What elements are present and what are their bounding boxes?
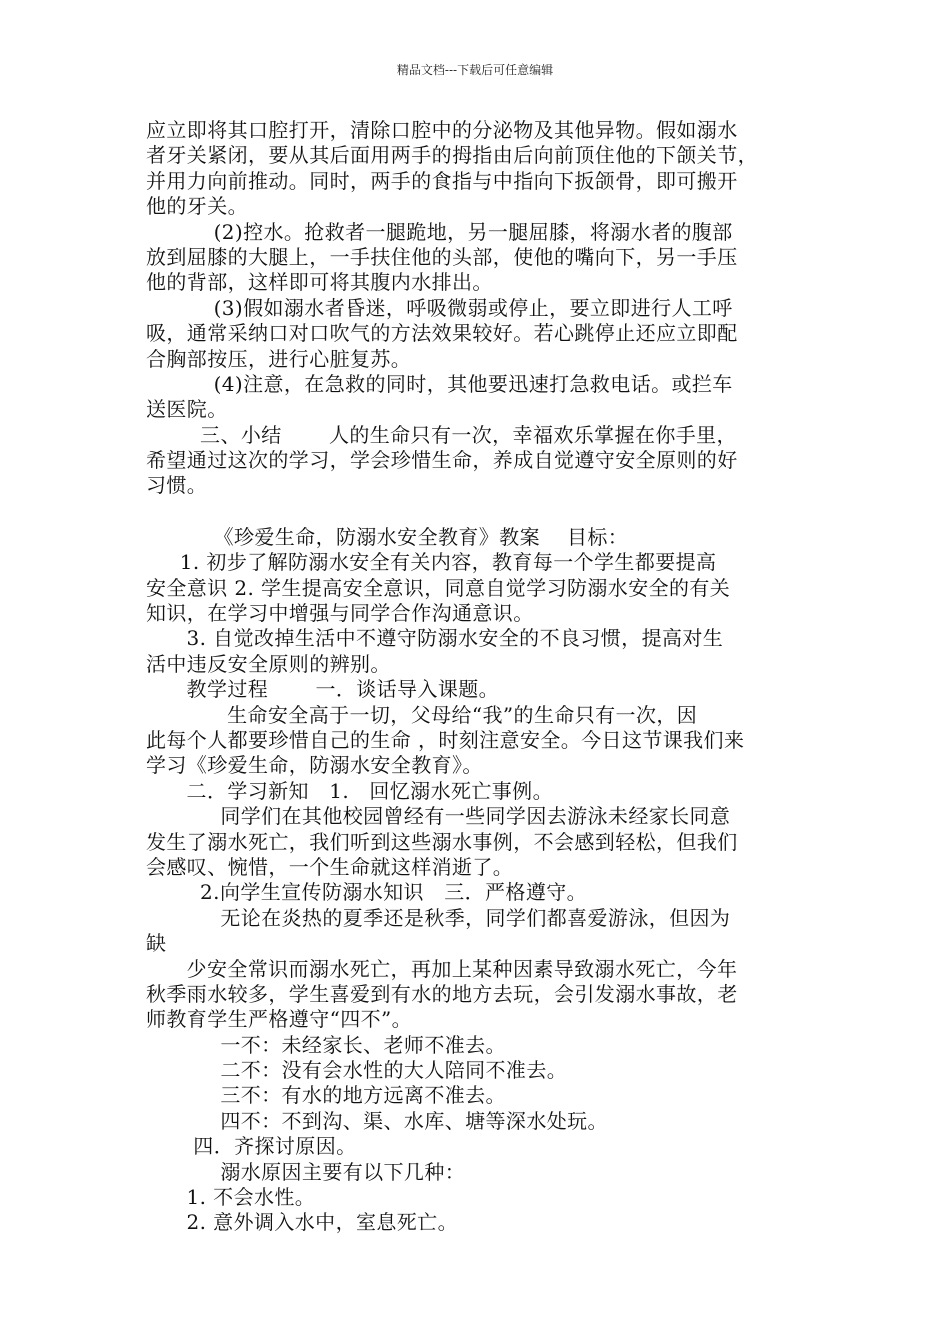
text-line: 他的牙关。 — [146, 194, 248, 219]
summary-heading-line: 三、小结 人的生命只有一次，幸福欢乐掌握在你手里， — [146, 422, 737, 447]
text-line: 希望通过这次的学习，学会珍惜生命，养成自觉遵守安全原则的好 — [146, 448, 738, 473]
section-heading-line: 2.向学生宣传防溺水知识 三．严格遵守。 — [146, 880, 588, 905]
text-line: 此每个人都要珍惜自己的生命 ，时刻注意安全。今日这节课我们来 — [146, 727, 745, 752]
text-line: 习惯。 — [146, 473, 208, 498]
text-line: 无论在炎热的夏季还是秋季，同学们都喜爱游泳，但因为 — [146, 905, 731, 930]
text-line: 发生了溺水死亡，我们听到这些溺水事例，不会感到轻松，但我们 — [146, 829, 738, 854]
text-line: 放到屈膝的大腿上，一手扶住他的头部，使他的嘴向下，另一手压 — [146, 244, 738, 269]
text-line: 少安全常识而溺水死亡，再加上某种因素导致溺水死亡，今年 — [146, 956, 738, 981]
section-heading-line: 教学过程 一．谈话导入课题。 — [146, 677, 500, 702]
text-line: 溺水原因主要有以下几种： — [146, 1159, 466, 1184]
text-line: (3)假如溺水者昏迷，呼吸微弱或停止，要立即进行人工呼 — [146, 295, 733, 320]
rule-item: 二不：没有会水性的大人陪同不准去。 — [146, 1058, 568, 1083]
text-line: 1. 初步了解防溺水安全有关内容，教育每一个学生都要提高 — [146, 550, 717, 575]
section-heading-line: 二．学习新知 1. 回忆溺水死亡事例。 — [146, 778, 553, 803]
text-line: 缺 — [146, 931, 167, 956]
page-header: 精品文档---下载后可任意编辑 — [396, 63, 554, 77]
lesson-plan-title-line: 《珍爱生命，防溺水安全教育》教案 目标： — [146, 524, 629, 549]
blank-line — [146, 499, 806, 525]
text-line: 合胸部按压，进行心脏复苏。 — [146, 346, 412, 371]
text-line: 秋季雨水较多，学生喜爱到有水的地方去玩，会引发溺水事故，老 — [146, 981, 738, 1006]
text-line: 同学们在其他校园曾经有一些同学因去游泳未经家长同意 — [146, 804, 731, 829]
text-line: 安全意识 2. 学生提高安全意识，同意自觉学习防溺水安全的有关 — [146, 575, 731, 600]
text-line: (4)注意，在急救的同时，其他要迅速打急救电话。或拦车 — [146, 371, 733, 396]
text-line: 活中违反安全原则的辨别。 — [146, 651, 391, 676]
cause-item: 1. 不会水性。 — [146, 1185, 316, 1210]
text-line: 并用力向前推动。同时，两手的食指与中指向下扳颌骨，即可搬开 — [146, 168, 738, 193]
text-line: 应立即将其口腔打开，清除口腔中的分泌物及其他异物。假如溺水 — [146, 118, 738, 142]
rule-item: 一不：未经家长、老师不准去。 — [146, 1032, 506, 1057]
document-body — [146, 118, 806, 1236]
text-line: 他的背部，这样即可将其腹内水排出。 — [146, 270, 493, 295]
rule-item: 三不：有水的地方远离不准去。 — [146, 1083, 506, 1108]
text-line: 师教育学生严格遵守“四不”。 — [146, 1007, 413, 1032]
rule-item: 四不：不到沟、渠、水库、塘等深水处玩。 — [146, 1108, 608, 1133]
text-line: 送医院。 — [146, 397, 228, 422]
cause-item: 2. 意外调入水中，室息死亡。 — [146, 1210, 458, 1235]
text-line: 吸，通常采纳口对口吹气的方法效果较好。若心跳停止还应立即配 — [146, 321, 738, 346]
text-line: (2)控水。抢救者一腿跪地，另一腿屈膝，将溺水者的腹部 — [146, 219, 733, 244]
text-line: 会感叹、惋惜，一个生命就这样消逝了。 — [146, 854, 514, 879]
text-line: 生命安全高于一切，父母给“我”的生命只有一次，因 — [146, 702, 698, 727]
text-line: 学习《珍爱生命，防溺水安全教育》。 — [146, 753, 483, 778]
section-heading-line: 四．齐探讨原因。 — [146, 1134, 357, 1159]
text-line: 者牙关紧闭，要从其后面用两手的拇指由后向前顶住他的下颌关节， — [146, 143, 758, 168]
text-line: 知识，在学习中增强与同学合作沟通意识。 — [146, 601, 534, 626]
text-line: 3. 自觉改掉生活中不遵守防溺水安全的不良习惯，提高对生 — [146, 626, 724, 651]
